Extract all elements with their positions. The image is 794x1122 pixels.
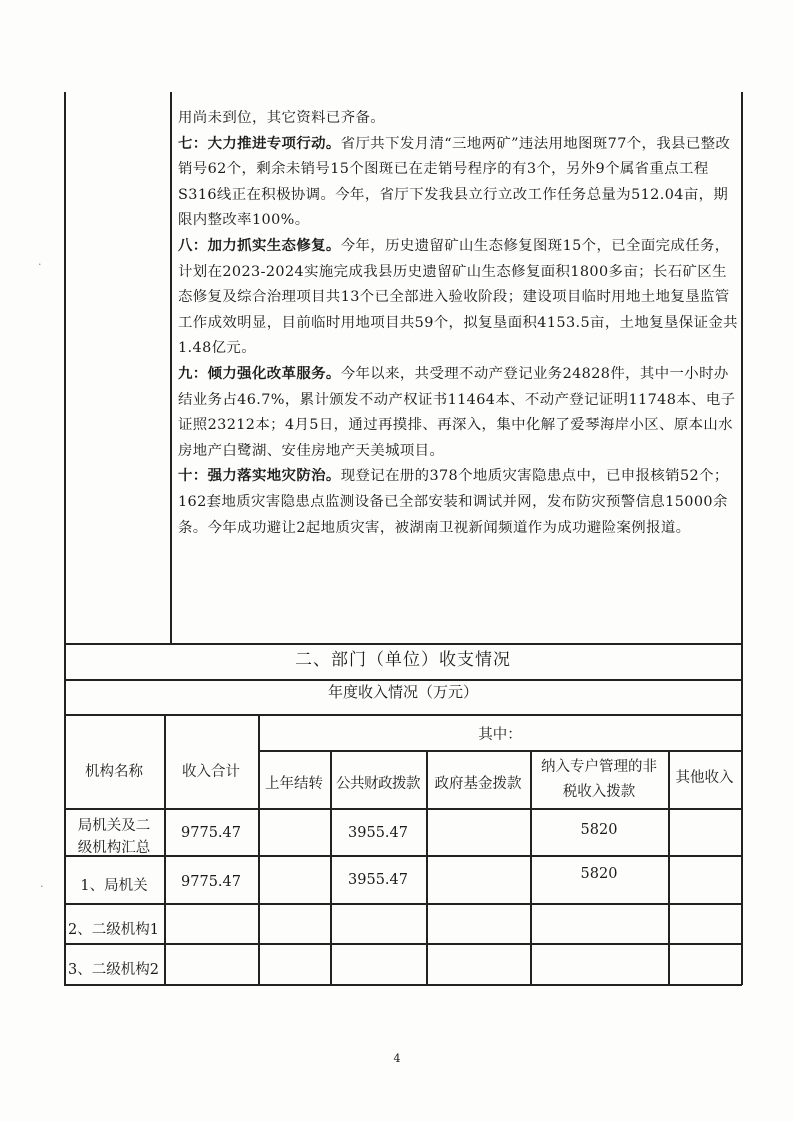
header-public-fiscal: 公共财政拨款 <box>336 776 420 792</box>
table-border-right <box>741 92 743 985</box>
row1-name-line1: 局机关及二 <box>77 818 151 834</box>
row1-non-tax: 5820 <box>580 822 618 838</box>
row1-total: 9775.47 <box>181 825 241 841</box>
row2-public-fiscal: 3955.47 <box>348 872 408 888</box>
rule-header-top <box>64 714 742 716</box>
header-org-name: 机构名称 <box>85 764 143 780</box>
row1-public-fiscal: 3955.47 <box>348 825 408 841</box>
item-10 <box>178 464 738 541</box>
header-gov-fund: 政府基金拨款 <box>434 776 522 792</box>
scan-mark-2: · <box>40 880 44 893</box>
item-7 <box>178 132 738 234</box>
rule-header-bottom <box>64 808 742 810</box>
col-divider-2 <box>258 714 260 984</box>
item-8-body: 今年，历史遗留矿山生态修复图斑15个，已全面完成任务，计划在2023-2024实施完成我县历史遗留矿山生态修复面积1800多亩；长石矿区生态修复及综合治理项目共13个已全部进入验收阶段；建设项目临时用地土地复垦监管工作成效明显，目前临时用地项目共59个，拟复垦面积4153.5亩，土地复垦保证金共1.48亿元。 <box>178 237 738 357</box>
rule-row1-bottom <box>64 855 742 857</box>
row4-name: 3、二级机构2 <box>68 962 159 978</box>
item-9 <box>178 362 738 464</box>
row2-non-tax: 5820 <box>580 866 618 882</box>
item-7-body: 省厅共下发月清“三地两矿”违法用地图斑77个，我县已整改销号62个，剩余未销号15个图斑已在走销号程序的有3个，另外9个属省重点工程S316线正在积极协调。今年，省厅下发我县立行立改工作任务总量为512.04亩，期限内整改率100%。 <box>178 135 731 229</box>
header-other: 其他收入 <box>675 770 734 786</box>
item-8-title: 八：加力抓实生态修复。 <box>178 237 341 254</box>
item-10-title: 十：强力落实地灾防治。 <box>178 468 341 485</box>
row2-total: 9775.47 <box>181 874 241 890</box>
item-9-body: 今年以来，共受理不动产登记业务24828件，其中一小时办结业务占46.7%，累计颁发不动产权证书11464本、不动产登记证明11748本、电子证照23212本；4月5日，通过再摸排、再深入，集中化解了爱琴海岸小区、原本山水房地产白鹭湖、安佳房地产天美城项目。 <box>178 365 736 459</box>
header-non-tax-line2: 税收入拨款 <box>562 784 636 800</box>
header-non-tax-line1: 纳入专户管理的非 <box>541 759 657 775</box>
row2-name: 1、局机关 <box>80 878 148 894</box>
header-of-which: 其中： <box>478 727 522 743</box>
header-total: 收入合计 <box>182 764 240 780</box>
rule-table-bottom <box>64 984 742 986</box>
item-7-title: 七：大力推进专项行动。 <box>178 135 341 152</box>
rule-row3-bottom <box>64 943 742 945</box>
section-title: 二、部门（单位）收支情况 <box>295 650 511 670</box>
col-divider-1 <box>164 714 166 984</box>
item-9-title: 九：倾力强化改革服务。 <box>178 365 341 382</box>
table-title: 年度收入情况（万元） <box>327 683 478 701</box>
scan-mark-1: · <box>38 258 42 271</box>
upper-inner-divider <box>170 92 172 643</box>
header-carryover: 上年结转 <box>265 776 323 792</box>
item-10-body: 现登记在册的378个地质灾害隐患点中，已申报核销52个；162套地质灾害隐患点监测设备已全部安装和调试并网，发布防灾预警信息15000余条。今年成功避让2起地质灾害，被湖南卫视新闻频道作为成功避险案例报道。 <box>178 468 729 536</box>
work-summary <box>178 106 738 541</box>
rule-row2-bottom <box>64 903 742 905</box>
continued-line: 用尚未到位，其它资料已齐备。 <box>178 110 386 126</box>
row1-name-line2: 级机构汇总 <box>77 840 151 856</box>
item-8 <box>178 234 738 362</box>
row3-name: 2、二级机构1 <box>68 922 159 938</box>
page-number: 4 <box>393 1052 401 1065</box>
